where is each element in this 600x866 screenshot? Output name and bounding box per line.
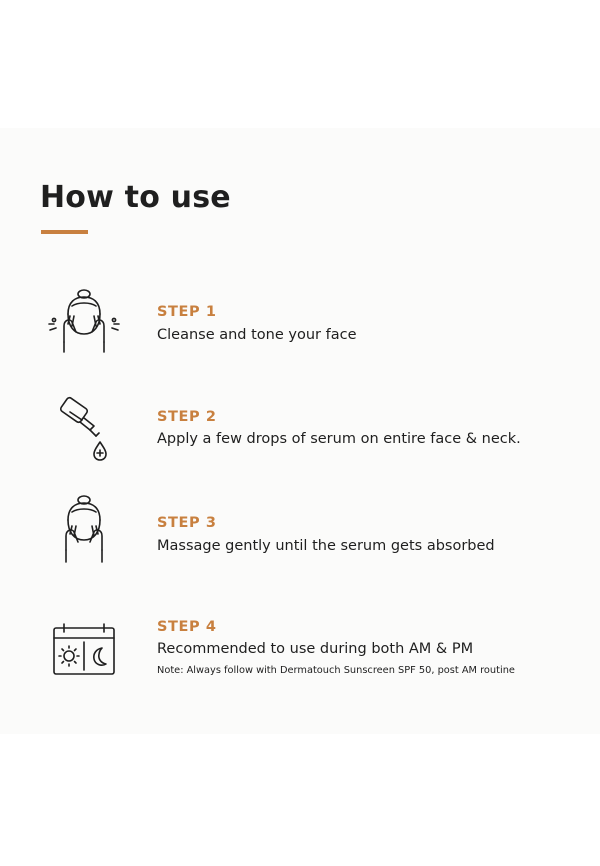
face-massage-icon <box>46 492 122 568</box>
serum-dropper-icon <box>56 392 132 468</box>
step-2-label: STEP 2 <box>157 409 217 425</box>
page-title: How to use <box>40 180 231 215</box>
calendar-day-night-icon <box>50 614 126 690</box>
step-4-text: Recommended to use during both AM & PM <box>157 641 474 657</box>
step-4-label: STEP 4 <box>157 619 217 635</box>
step-4-note: Note: Always follow with Dermatouch Sunscreen SPF 50, post AM routine <box>157 665 515 676</box>
step-1-text: Cleanse and tone your face <box>157 327 357 343</box>
step-2-text: Apply a few drops of serum on entire face & neck. <box>157 431 521 447</box>
title-underline <box>41 230 88 234</box>
step-3-label: STEP 3 <box>157 515 217 531</box>
step-3-text: Massage gently until the serum gets absorbed <box>157 538 495 554</box>
face-wash-icon <box>46 286 122 362</box>
step-1-label: STEP 1 <box>157 304 217 320</box>
